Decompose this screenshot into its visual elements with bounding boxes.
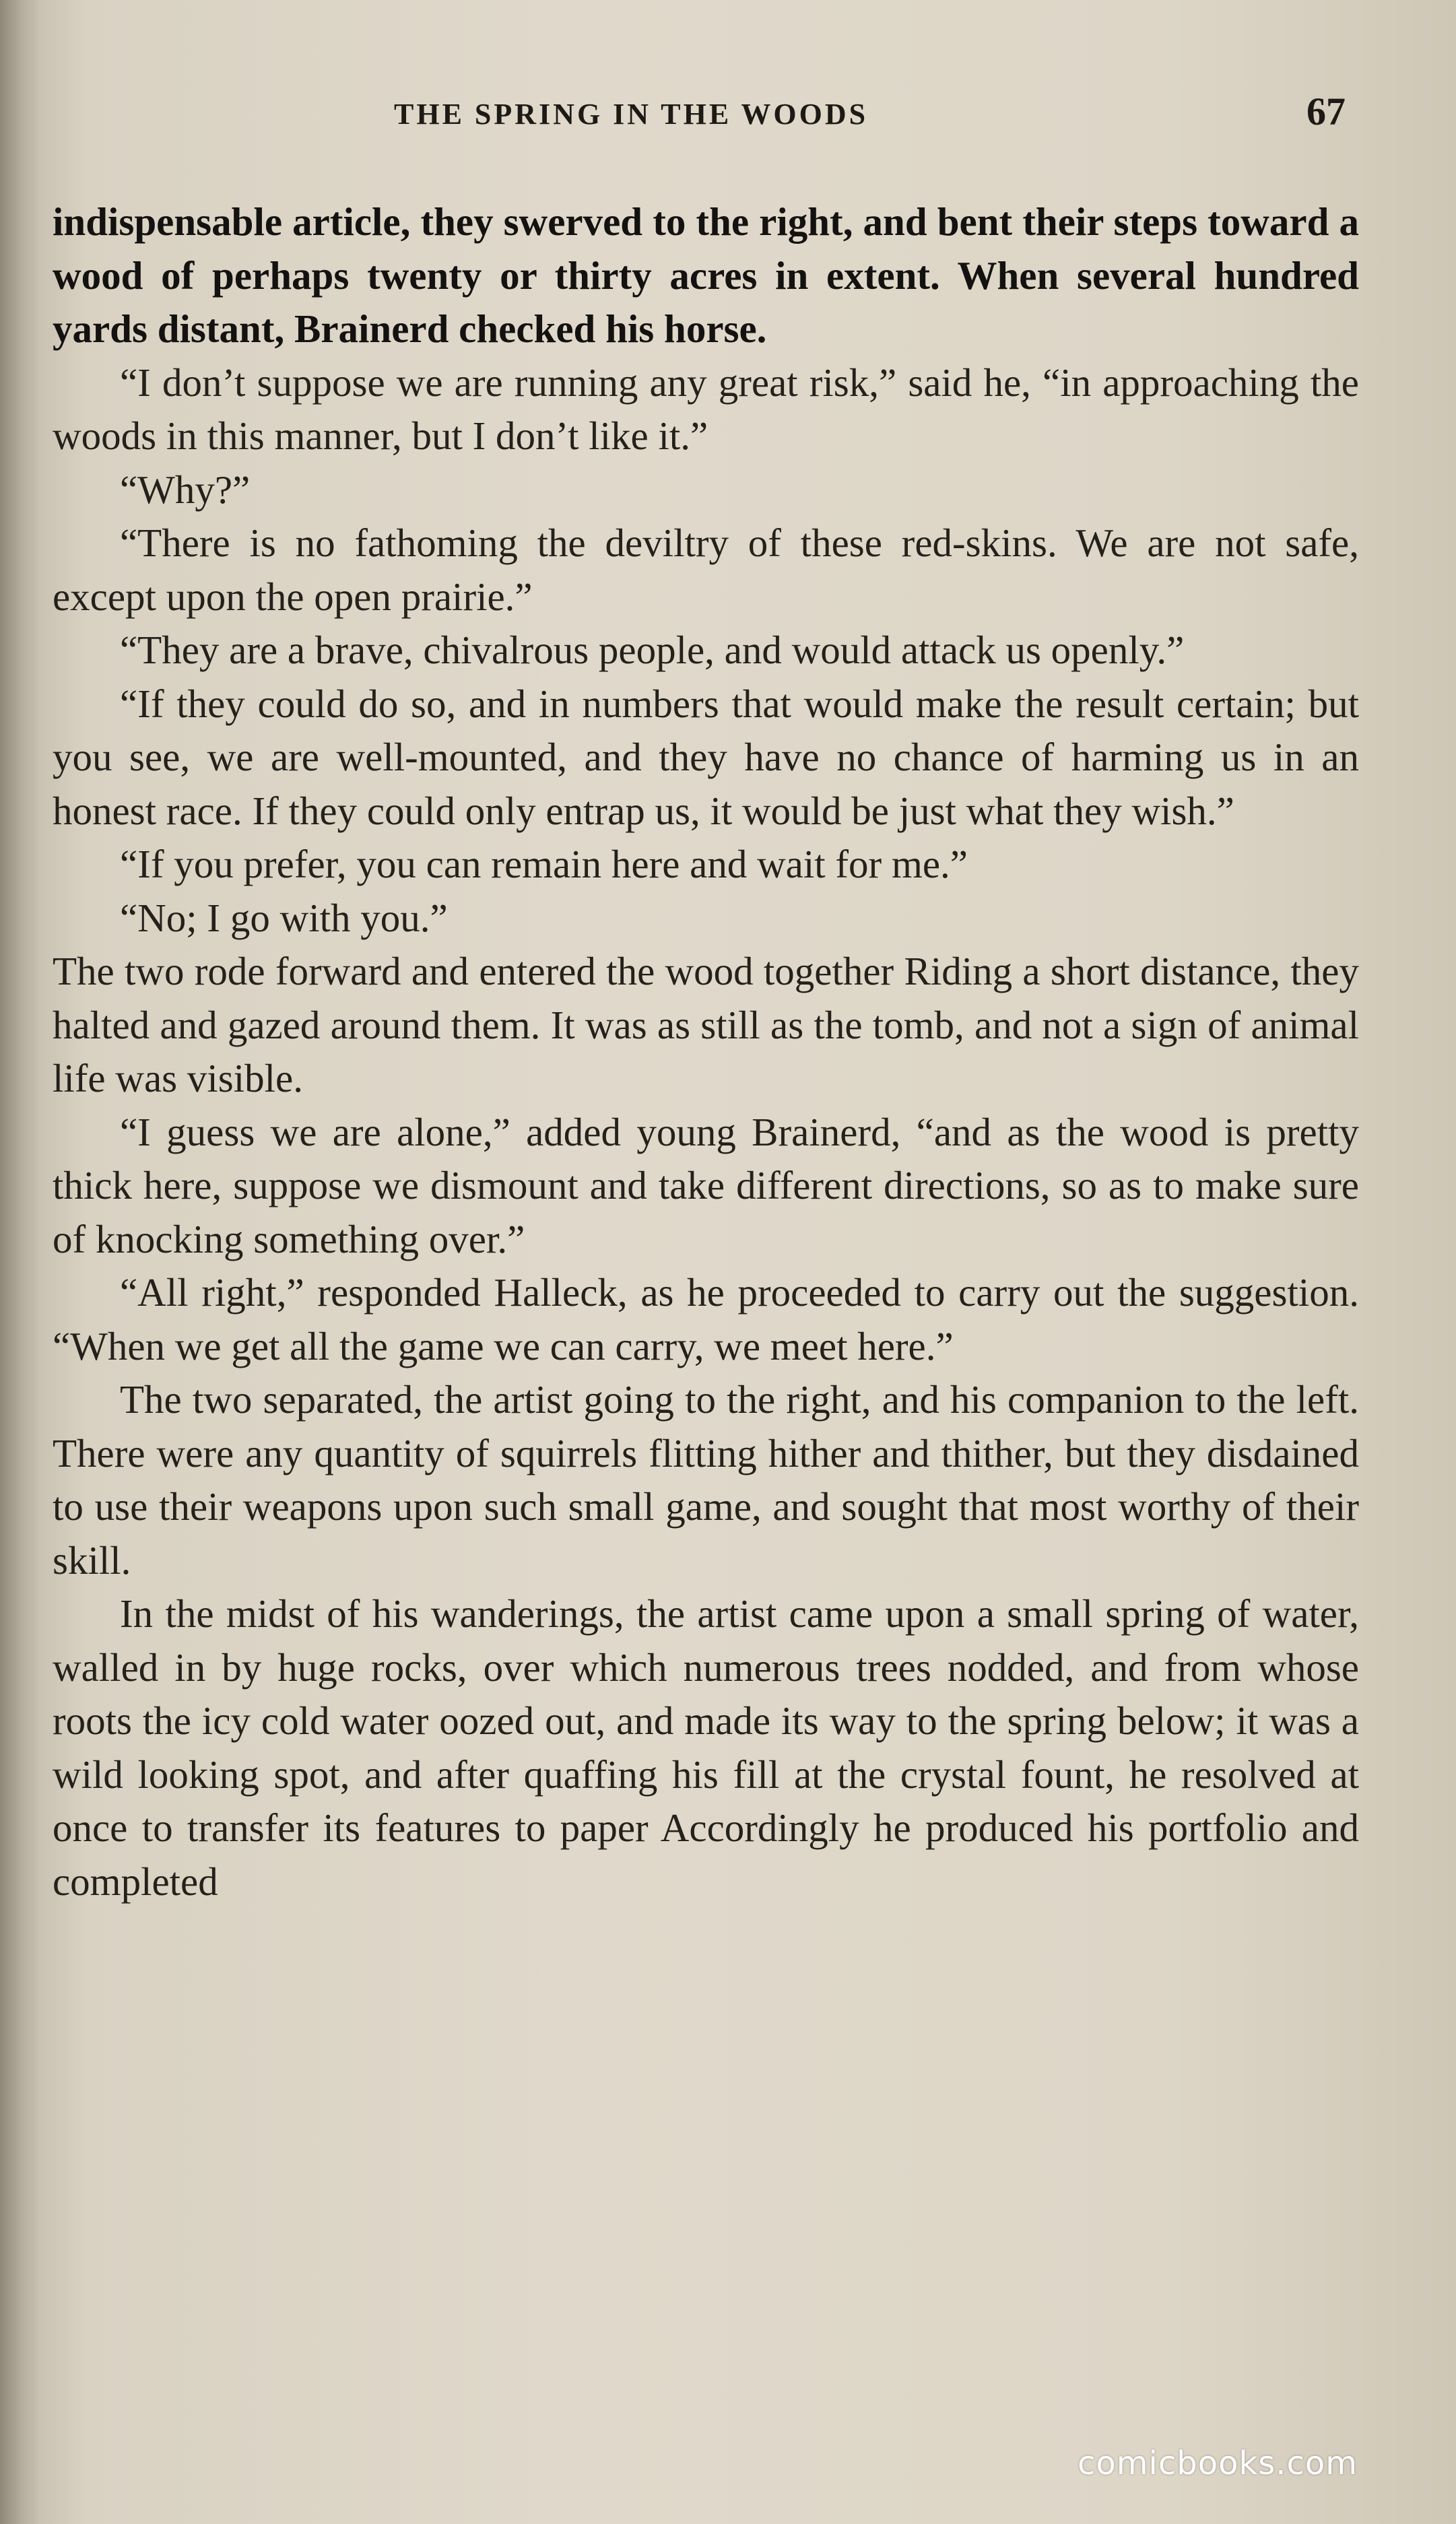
running-title: THE SPRING IN THE WOODS: [394, 98, 869, 131]
paragraph: “There is no fathoming the deviltry of these red-skins. We are not safe, except upon the open prairie.”: [53, 521, 1359, 619]
running-head: [0, 90, 1456, 148]
paragraph: “All right,” responded Halleck, as he proceeded to carry out the suggestion. “When we get all the game we can carry, we meet here.”: [53, 1270, 1359, 1368]
paragraph: “I don’t suppose we are running any great risk,” said he, “in approaching the woods in this manner, but I don’t like it.”: [53, 360, 1359, 458]
paragraph: “If you prefer, you can remain here and wait for me.”: [120, 842, 968, 886]
paragraph: In the midst of his wanderings, the artist came upon a small spring of water, walled in by huge rocks, over which numerous trees nodded, and from whose roots the icy cold water oozed out, and made its way to the spring below; it was a wild looking spot, and after quaffing his fill at the crystal fount, he resolved at once to transfer its features to paper Accordingly he produced his portfolio and completed: [53, 1591, 1359, 1904]
book-spine-shadow: [0, 0, 40, 2524]
watermark: comicbooks.com: [1078, 2445, 1358, 2482]
paragraph: The two rode forward and entered the wood together Riding a short distance, they halted and gazed around them. It was as still as the tomb, and not a sign of animal life was visible.: [53, 949, 1359, 1100]
paragraph: “No; I go with you.”: [120, 895, 448, 940]
body-text: [53, 195, 1359, 1908]
paragraph: “Why?”: [120, 467, 251, 512]
paragraph: “If they could do so, and in numbers that would make the result certain; but you see, we are well-mounted, and they have no chance of harming us in an honest race. If they could only entrap us, it would be just what they wish.”: [53, 681, 1359, 833]
paragraph: The two separated, the artist going to the right, and his companion to the left. There were any quantity of squirrels flitting hither and thither, but they disdained to use their weapons upon such small game, and sought that most worthy of their skill.: [53, 1377, 1359, 1583]
paragraph: indispensable article, they swerved to the right, and bent their steps toward a wood of perhaps twenty or thirty acres in extent. When several hundred yards distant, Brainerd checked his horse.: [53, 199, 1359, 351]
paragraph: “I guess we are alone,” added young Brainerd, “and as the wood is pretty thick here, suppose we dismount and take different directions, so as to make sure of knocking something over.”: [53, 1109, 1359, 1261]
page-number: 67: [1306, 90, 1346, 133]
paragraph: “They are a brave, chivalrous people, and would attack us openly.”: [120, 628, 1185, 672]
